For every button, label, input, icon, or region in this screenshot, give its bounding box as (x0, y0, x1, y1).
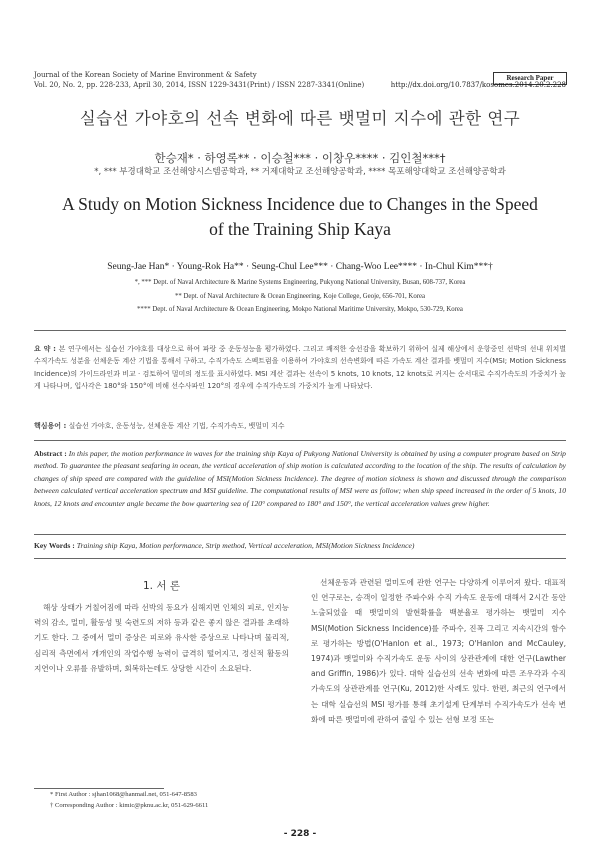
introduction-right-column: 선체운동과 관련된 멀미도에 관한 연구는 다양하게 이루어져 왔다. 대표적인 연구로는, 승객이 일정한 주파수와 수직 가속도 운동에 대해서 2시간 동안 노출되었을 때 뱃멀미의 발현확률을 백분율로 평가하는 뱃멀미 지수 MSI(Motion Sickness Incidence)를 주파수, 진폭 그리고 지속시간의 함수로 평가하는 방법(O'Hanlon et al., 1973; O'Hanlon and McCauley, 1974)과 뱃멀미와 수직가속도 운동 사이의 상관관계에 대한 연구(Lawther and Griffin, 1986)가 있다. 대학 실습선의 선속 변화에 따른 조우각과 수직가속도의 상관관계를 연구(Ku, 2012)한 사례도 있다. 한편, 최근의 연구에서는 대학 실습선의 MSI 평가를 통해 초기설계 단계부터 수직가속도가 선속 변화에 따른 뱃멀미에 관하여 줄일 수 있는 선형 보정 또는 (311, 578, 566, 724)
english-title (60, 192, 540, 242)
english-title-line1: A Study on Motion Sickness Incidence due to Changes in the Speed (62, 194, 538, 214)
introduction-left-column: 해상 상태가 거칠어짐에 따라 선박의 동요가 심해지면 인체의 피로, 인지능력의 감소, 멀미, 활동성 및 숙련도의 저하 등과 같은 좋지 않은 결과를 초래하기도 한다. 그 중에서 멀미 증상은 피로와 유사한 증상으로 나타나며 물리적, 심리적 측면에서 개개인의 작업수행 능력이 급격히 떨어지고, 정신적 활동의 지연이나 오류를 유발하며, 회복하는데도 상당한 시간이 소요된다. (34, 603, 289, 673)
korean-authors: 한승재* · 하영록** · 이승철*** · 이창우**** · 김인철***† (154, 151, 446, 165)
english-keywords-label: Key Words : (34, 541, 75, 550)
korean-keywords-label: 핵심용어 : (34, 422, 67, 430)
korean-abstract-text: 본 연구에서는 실습선 가야호를 대상으로 하여 파랑 중 운동성능을 평가하였다. 그리고 쾌적한 승선감을 확보하기 위하여 실제 해상에서 운항중인 선박의 선내 위치별 수직가속도 성분을 선체운동 계산 기법을 통해서 구하고, 수직가속도 스펙트럼을 이용하여 가야호의 선속변화에 따른 가속도 계산 결과를 뱃멀미 지수(MSI; Motion Sickness Incidence)의 가이드라인과 비교 · 검토하여 멀미의 정도를 표시하였다. MSI 계산 결과는 선속이 5 knots, 10 knots, 12 knots로 커지는 순서대로 수직가속도의 가중치가 높게 나타나며, 입사각은 180°와 150°에 비해 선수사파인 120°의 경우에 수직가속도의 가중치가 높게 나타났다. (34, 345, 566, 390)
bottom-divider (34, 558, 566, 559)
korean-title: 실습선 가야호의 선속 변화에 따른 뱃멀미 지수에 관한 연구 (79, 109, 521, 128)
english-keywords (34, 540, 566, 552)
english-affiliation-3: **** Dept. of Naval Architecture & Ocean Engineering, Mokpo National Maritime University, Mokpo, 530-729, Korea (137, 306, 463, 313)
doi-link[interactable]: http://dx.doi.org/10.7837/kosomes.2014.20.2.228 (390, 81, 566, 89)
english-keywords-text: Training ship Kaya, Motion performance, Strip method, Vertical acceleration, MSI(Motion Sickness Incidence) (76, 541, 415, 550)
abstract-divider (34, 534, 566, 535)
page-number: - 228 - (283, 829, 317, 839)
korean-keywords-text: 실습선 가야호, 운동성능, 선체운동 계산 기법, 수직가속도, 뱃멀미 지수 (68, 422, 285, 430)
korean-abstract (34, 343, 566, 392)
footnote-corresponding-author: † Corresponding Author : kimic@pknu.ac.kr, 051-629-6611 (50, 802, 209, 809)
english-abstract-text: In this paper, the motion performance in waves for the training ship Kaya of Pukyong National University is obtained by using a computer program based on Strip method. To guarantee the pleasant seafaring in ocean, the vertical acceleration of ship motion is calculated according to the location of the ship. The results of calculation by changes of ship speed are compared with the guideline of MSI(Motion Sickness Incidence). The degree of motion sickness is shown and discussed through the comparison between calculated vertical acceleration spectrum and MSI guideline. The computational results of MSI were as follow; when ship speed increased in the order of 5 knots, 10 knots, 12 knots and encounter angle became the bow quartering sea of 120° compared to 180° and 150°, the vertical acceleration values grew higher. (34, 449, 566, 508)
english-abstract (34, 448, 566, 510)
middle-divider (34, 440, 566, 441)
korean-abstract-label: 요 약 : (34, 345, 56, 353)
section-heading-introduction: 1. 서 론 (143, 580, 180, 592)
footnote-divider (34, 788, 164, 789)
journal-name: Journal of the Korean Society of Marine Environment & Safety (34, 71, 257, 79)
top-divider (34, 330, 566, 331)
english-title-line2: of the Training Ship Kaya (209, 219, 391, 239)
english-affiliation-1: *, *** Dept. of Naval Architecture & Marine Systems Engineering, Pukyong National University, Busan, 608-737, Korea (134, 279, 466, 286)
korean-keywords (34, 420, 566, 432)
journal-volume: Vol. 20, No. 2, pp. 228-233, April 30, 2014, ISSN 1229-3431(Print) / ISSN 2287-3341(Online) (34, 81, 365, 89)
english-affiliation-2: ** Dept. of Naval Architecture & Ocean Engineering, Koje College, Geoje, 656-701, Korea (174, 293, 426, 300)
footnote-first-author: * First Author : sjhan1068@hanmail.net, 051-647-8583 (50, 791, 197, 798)
research-paper-badge: Research Paper (493, 72, 567, 85)
english-authors: Seung-Jae Han* · Young-Rok Ha** · Seung-Chul Lee*** · Chang-Woo Lee**** · In-Chul Kim***† (107, 262, 493, 272)
english-abstract-label: Abstract : (34, 449, 67, 458)
korean-affiliation: *, *** 부경대학교 조선해양시스템공학과, ** 거제대학교 조선해양공학과, **** 목포해양대학교 조선해양공학과 (94, 167, 506, 177)
